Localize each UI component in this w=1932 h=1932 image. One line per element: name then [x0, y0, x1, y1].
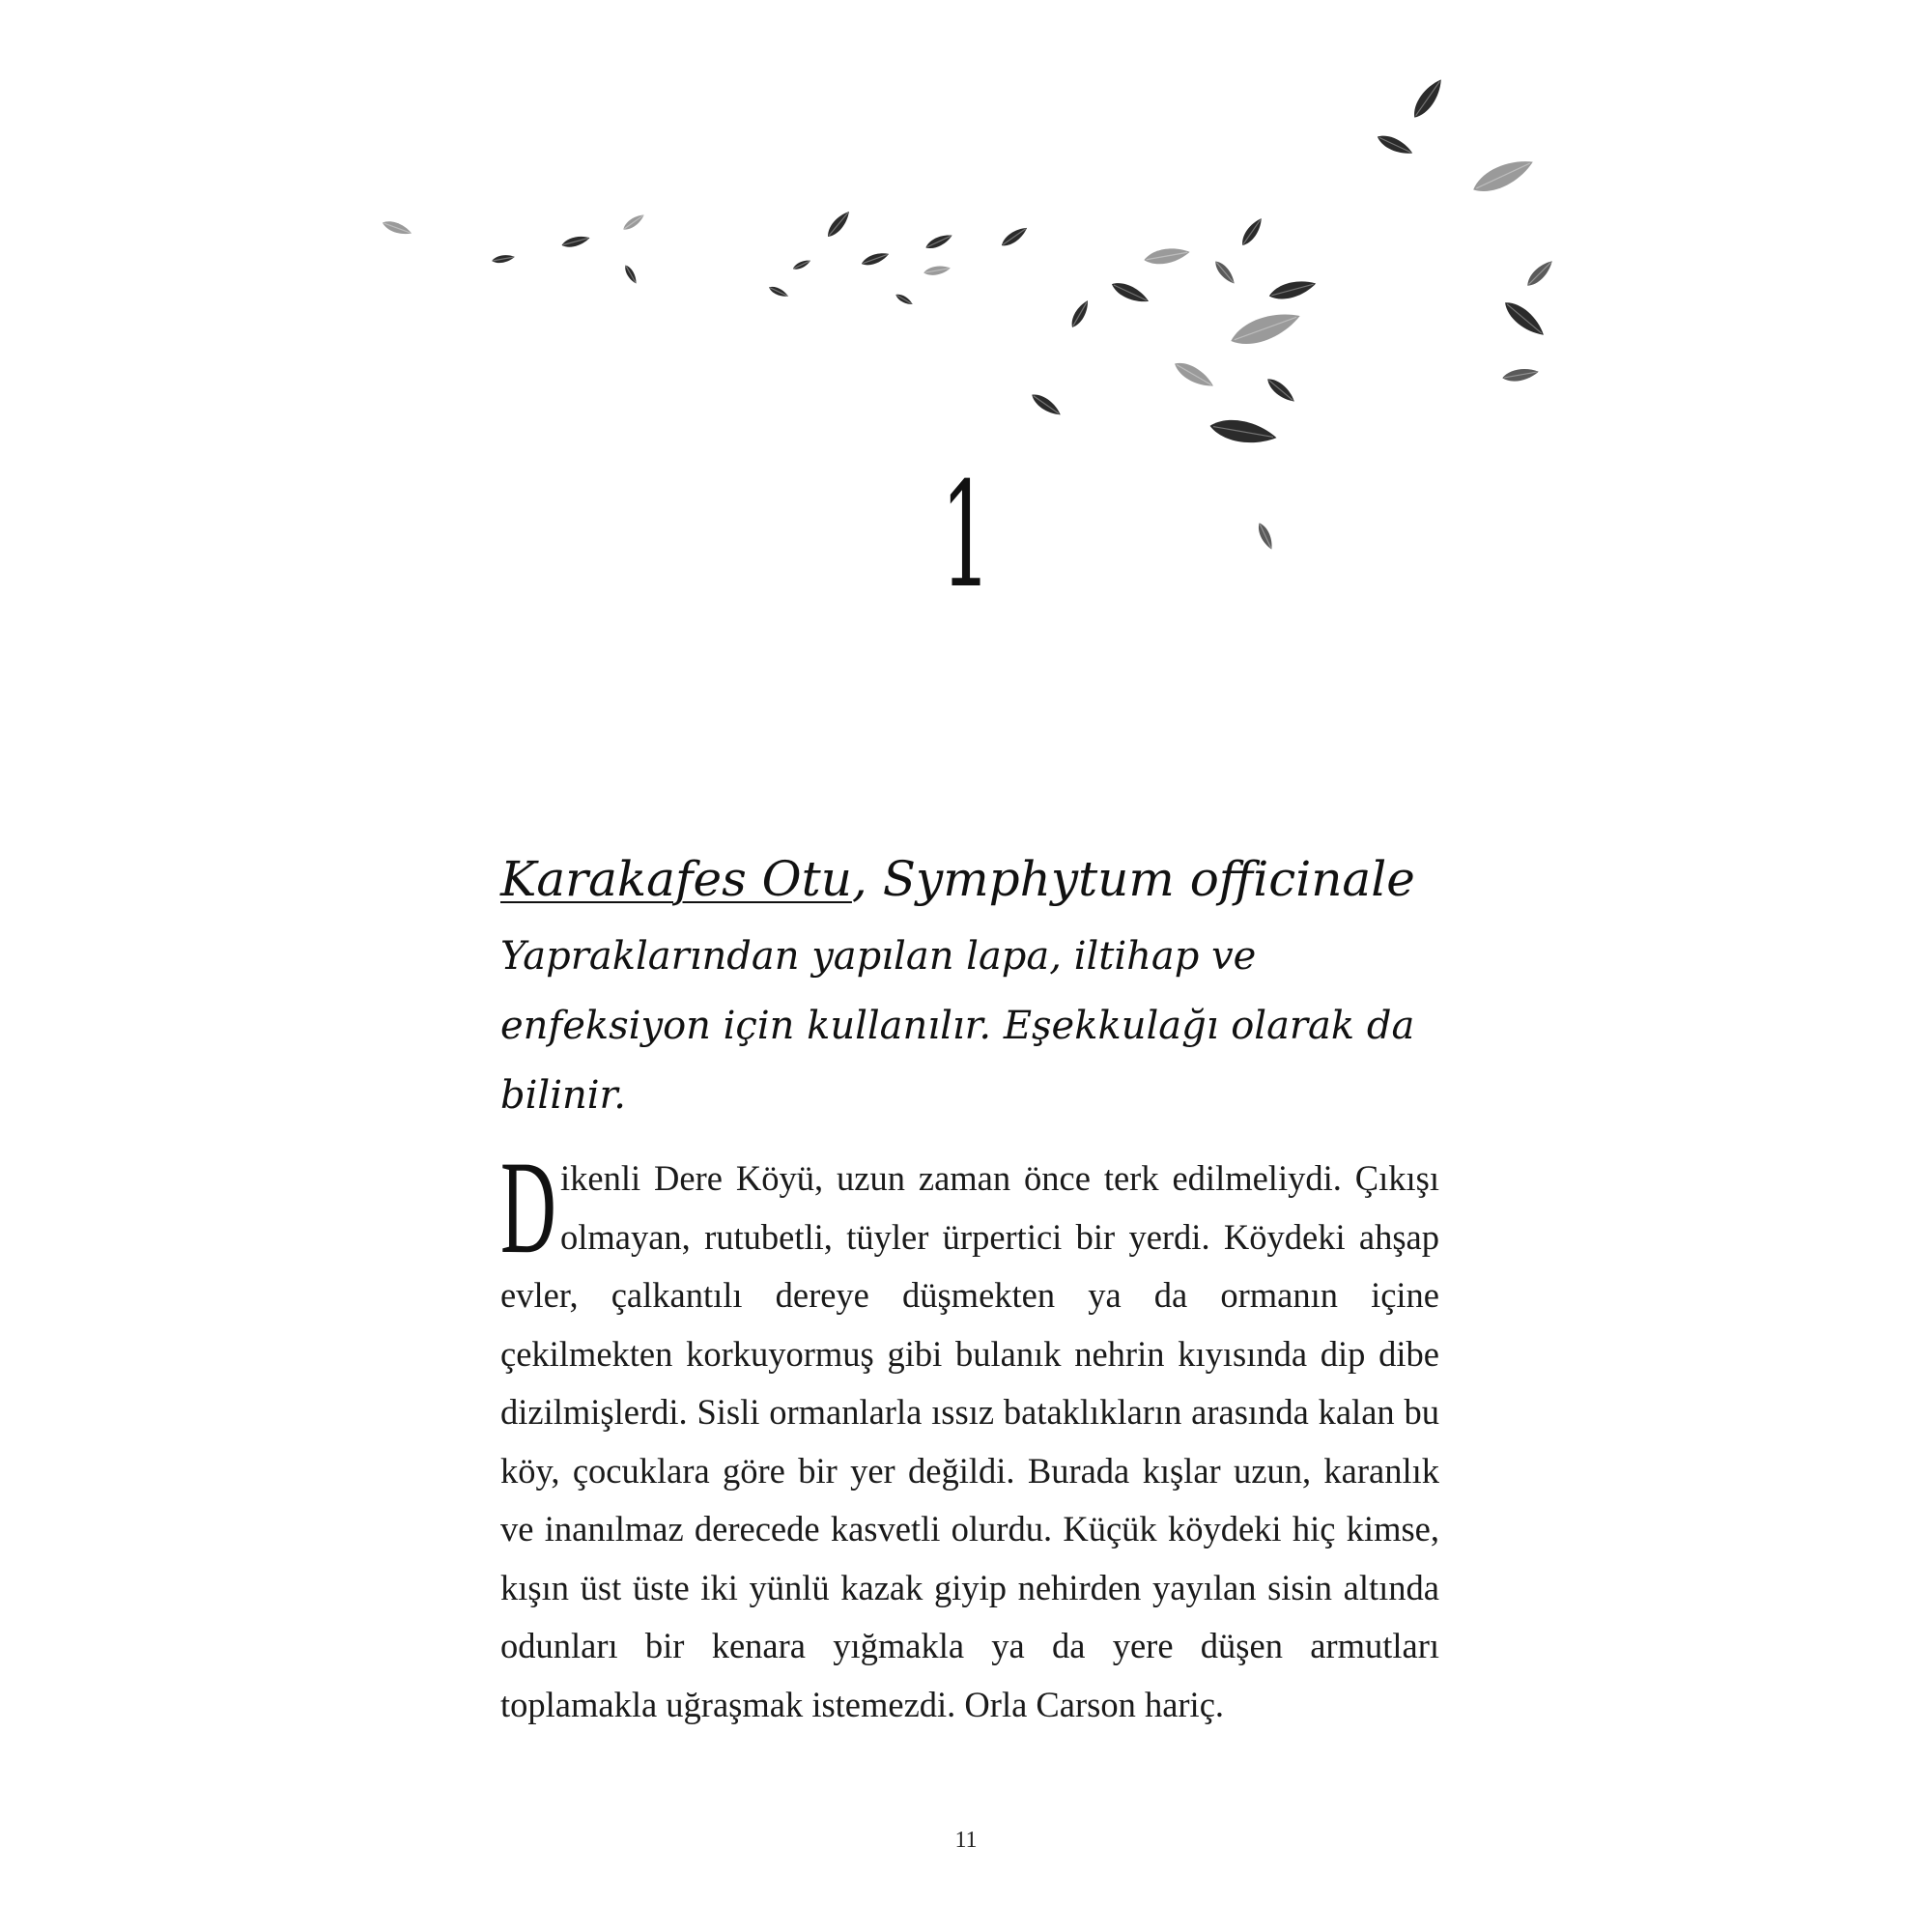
- leaf-icon: [923, 231, 953, 251]
- leaf-icon: [1501, 366, 1539, 384]
- epigraph-title: [500, 840, 1447, 918]
- chapter-number: 1: [940, 452, 992, 620]
- leaf-icon: [895, 292, 914, 306]
- leaf-icon: [1212, 259, 1237, 287]
- leaf-icon: [1208, 415, 1279, 447]
- leaf-icon: [492, 253, 516, 264]
- leaf-icon: [623, 264, 639, 285]
- leaf-icon: [1500, 297, 1548, 341]
- epigraph: [500, 840, 1447, 1130]
- epigraph-description: Yapraklarından yapılan lapa, iltihap ve enfeksiyon için kullanılır. Eşekkulağı olarak da bilinir.: [500, 934, 1415, 1118]
- leaf-icon: [860, 250, 890, 269]
- leaf-icon: [1264, 375, 1298, 406]
- leaf-icon: [792, 258, 812, 271]
- leaf-icon: [1238, 215, 1265, 248]
- leaf-icon: [1523, 257, 1555, 289]
- body-paragraph: [500, 1133, 1439, 1734]
- leaf-icon: [1109, 278, 1151, 306]
- leaf-icon: [768, 284, 790, 298]
- leaf-icon: [1267, 276, 1318, 303]
- leaf-icon: [1068, 298, 1093, 330]
- leaf-icon: [1408, 75, 1447, 122]
- leaf-icon: [1227, 305, 1303, 352]
- leaf-icon: [1469, 153, 1537, 199]
- leaf-icon: [621, 212, 646, 232]
- leaf-icon: [1375, 131, 1414, 158]
- leaf-icon: [923, 264, 951, 276]
- body-text: ikenli Dere Köyü, uzun zaman önce terk edilmeliydi. Çıkışı olmayan, rutubetli, tüyler ürpertici bir yerdi. Köydeki ahşap evler, çalkantılı dereye düşmekten ya da ormanın içine çekilmekten korkuyormuş gibi bulanık nehrin kıyısında dip dibe dizilmişlerdi. Sisli ormanlarla ıssız bataklıkların arasında kalan bu köy, çocuklara göre bir yer değildi. Burada kışlar uzun, karanlık ve inanılmaz derecede kasvetli olurdu. Küçük köydeki hiç kimse, kışın üst üste iki yünlü kazak giyip nehirden yayılan sisin altında odunları bir kenara yığmakla ya da yere düşen armutları toplamakla uğraşmak istemezdi. Orla Carson hariç.: [500, 1158, 1439, 1724]
- leaf-icon: [560, 234, 590, 250]
- latin-name: Symphytum officinale: [882, 851, 1415, 907]
- drop-cap: D: [500, 1133, 556, 1281]
- title-separator: ,: [851, 851, 883, 907]
- leaf-icon: [1143, 245, 1191, 268]
- leaf-icon: [824, 209, 853, 241]
- leaf-icon: [999, 224, 1030, 249]
- plant-name: Karakafes Otu: [500, 851, 852, 907]
- leaf-icon: [381, 218, 412, 238]
- leaf-icon: [1029, 390, 1064, 419]
- page-number: 11: [954, 1828, 978, 1853]
- leaf-icon: [1172, 357, 1217, 391]
